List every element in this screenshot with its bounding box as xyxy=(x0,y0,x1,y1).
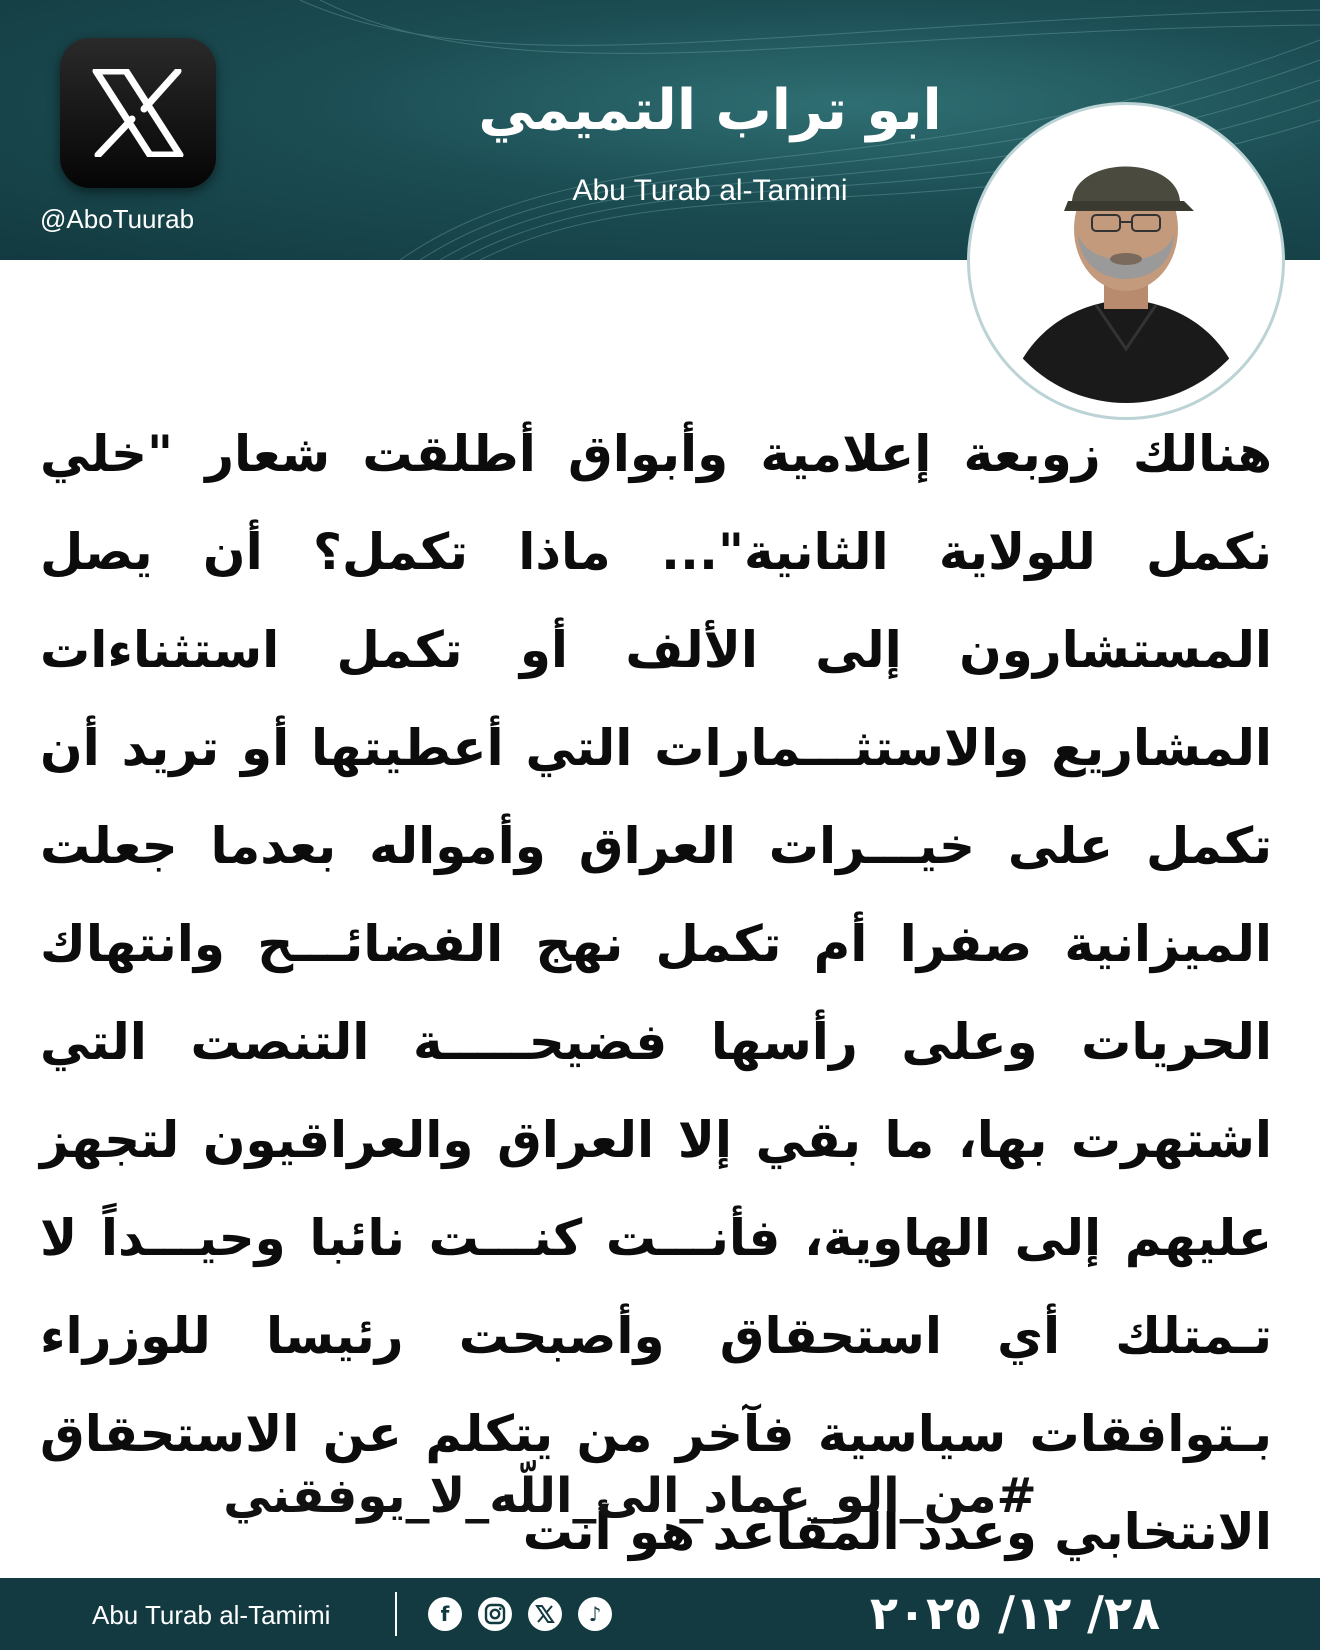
footer-divider xyxy=(395,1592,397,1636)
footer-account-name: Abu Turab al-Tamimi xyxy=(92,1600,331,1630)
facebook-icon[interactable]: f xyxy=(428,1597,462,1631)
x-logo-icon[interactable] xyxy=(60,38,216,188)
account-name-english: Abu Turab al-Tamimi xyxy=(572,174,848,207)
profile-photo xyxy=(984,119,1268,403)
post-hashtag[interactable]: #من_الو_عماد_الى_اللّه_لا_يوفقني xyxy=(223,1468,1037,1524)
avatar[interactable] xyxy=(984,119,1268,403)
tiktok-icon[interactable]: ♪ xyxy=(578,1597,612,1631)
account-name-arabic: ابو تراب التميمي xyxy=(478,78,942,143)
account-handle[interactable]: @AboTuurab xyxy=(40,204,195,234)
footer-bar xyxy=(0,1578,1320,1650)
instagram-icon[interactable] xyxy=(478,1597,512,1631)
post-body-text: هنالك زوبعة إعلامية وأبواق أطلقت شعار "خلي نكمل للولاية الثانية"... ماذا تكمل؟ أن يصل المستشارون إلى الألف أو تكمل استثناءات المشاريع والاستثـــمارات التي أعطيتها أو تريد أن تكمل على خيـــرات العراق وأمواله بعدما جعلت الميزانية صفرا أم تكمل نهج الفضائـــح وانتهاك الحريات وعلى رأسها فضيحـــــة التنصت التي اشتهرت بها، ما بقي إلا العراق والعراقيون لتجهز عليهم إلى الهاوية، فأنـــت كنـــت نائبا وحيـــداً لا تـمتلك أي استحقاق وأصبحت رئيسا للوزراء بـتوافقات سياسية فآخر من يتكلم عن الاستحقاق الانتخابي وعدد المقاعد هو أنت xyxy=(40,425,1272,1561)
post-date: ٢٨/ ١٢/ ٢٠٢٥ xyxy=(869,1586,1161,1640)
x-icon[interactable] xyxy=(528,1597,562,1631)
